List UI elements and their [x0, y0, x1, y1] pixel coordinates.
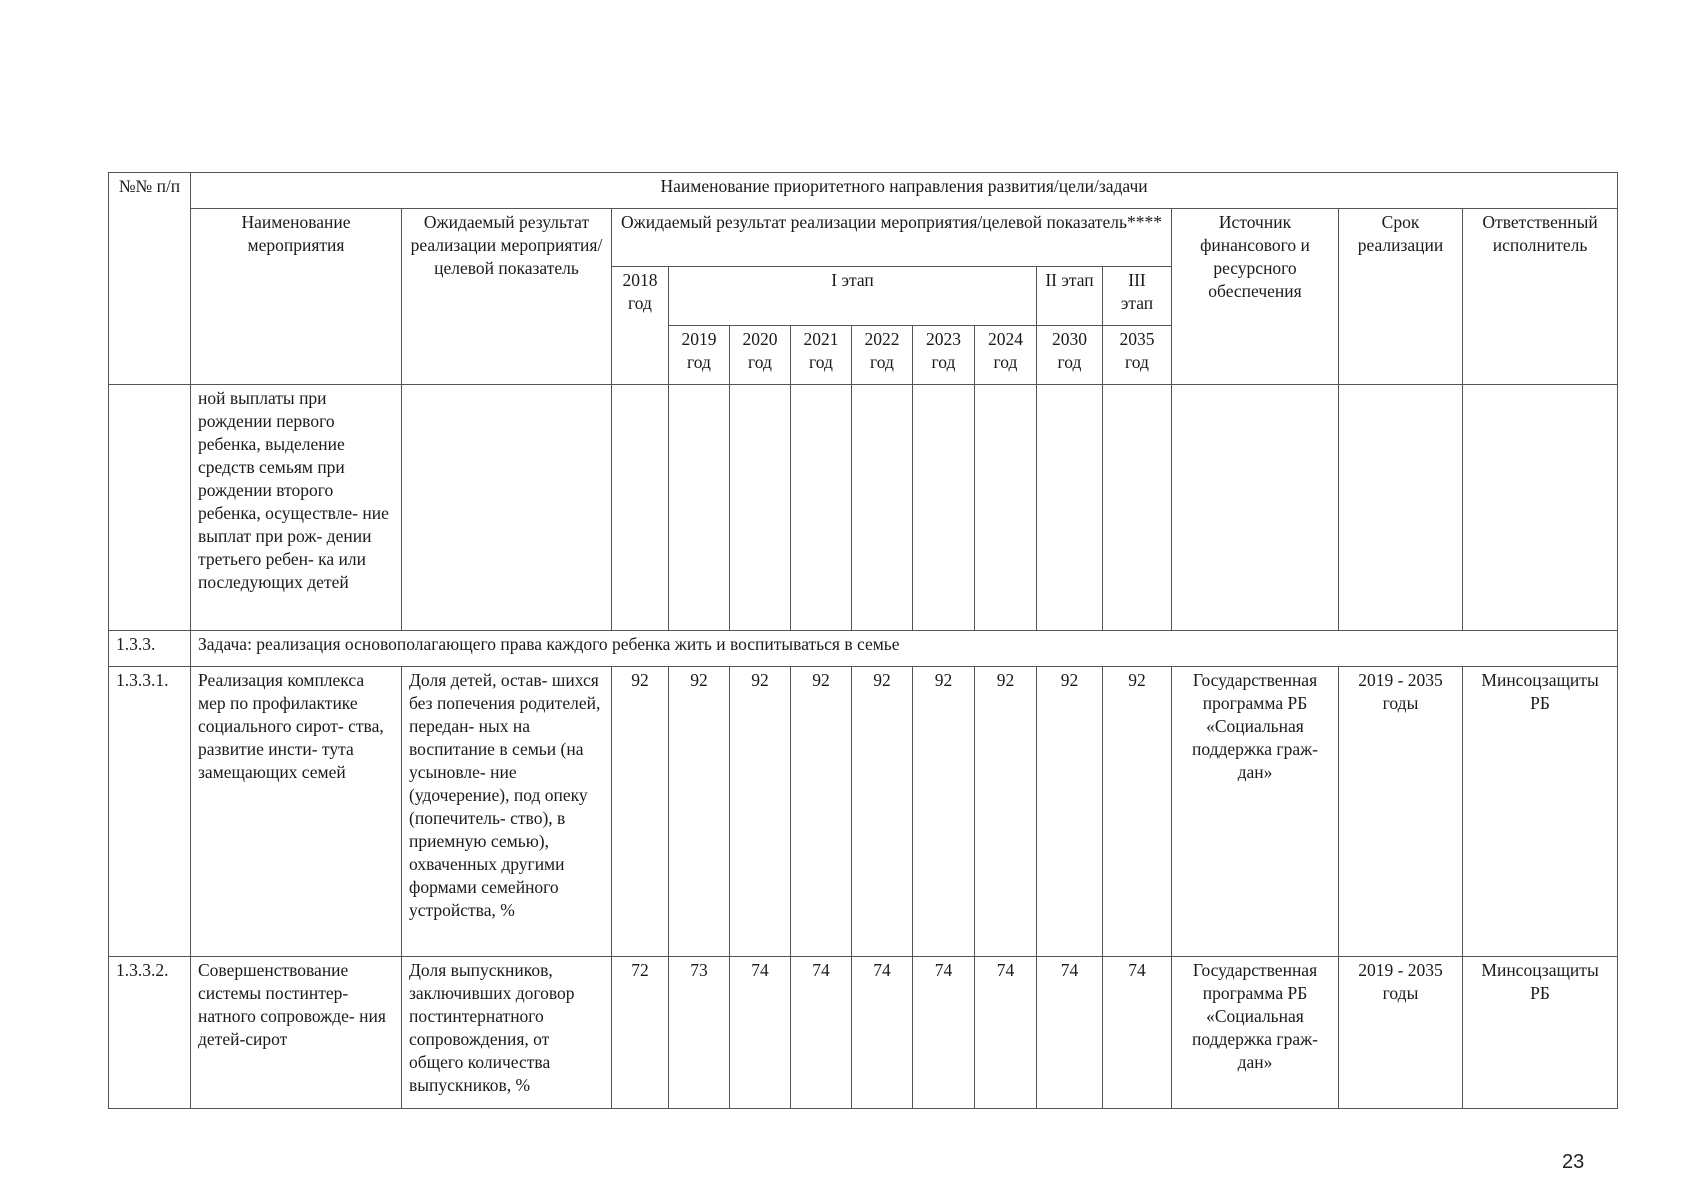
header-responsible: Ответственный исполнитель — [1463, 209, 1618, 385]
row-value — [975, 385, 1037, 631]
table-row — [109, 385, 1618, 631]
row-value: 92 — [913, 667, 975, 957]
row-term: 2019 - 2035 годы — [1339, 957, 1463, 1109]
row-measure: ной выплаты при рождении первого ребенка, выделение средств семьям при рождении второго ребенка, осуществле- ние выплат при рож- дении третьего ребен- ка или последующих детей — [191, 385, 402, 631]
row-value — [1103, 385, 1172, 631]
row-value — [1037, 385, 1103, 631]
header-expected-result-values: Ожидаемый результат реализации мероприятия/целевой показатель**** — [612, 209, 1172, 267]
row-value: 92 — [730, 667, 791, 957]
activities-table — [108, 172, 1618, 1109]
row-value: 92 — [1103, 667, 1172, 957]
header-num: №№ п/п — [109, 173, 191, 385]
task-row — [109, 631, 1618, 667]
row-value: 73 — [669, 957, 730, 1109]
header-measure-name: Наименование мероприятия — [191, 209, 402, 385]
table-row — [109, 667, 1618, 957]
row-value: 92 — [852, 667, 913, 957]
row-value: 92 — [612, 667, 669, 957]
header-stage-1: I этап — [669, 267, 1037, 326]
row-value — [730, 385, 791, 631]
row-value: 92 — [791, 667, 852, 957]
row-value — [791, 385, 852, 631]
header-row-1 — [109, 173, 1618, 209]
task-num: 1.3.3. — [109, 631, 191, 667]
header-year-2023: 2023 год — [913, 326, 975, 385]
row-indicator — [402, 385, 612, 631]
row-value — [669, 385, 730, 631]
row-value: 92 — [669, 667, 730, 957]
row-value: 92 — [975, 667, 1037, 957]
row-num: 1.3.3.1. — [109, 667, 191, 957]
row-value: 74 — [1103, 957, 1172, 1109]
table-row — [109, 957, 1618, 1109]
header-year-2030: 2030 год — [1037, 326, 1103, 385]
row-value: 74 — [791, 957, 852, 1109]
row-indicator: Доля выпускников, заключивших договор постинтернатного сопровождения, от общего количества выпускников, % — [402, 957, 612, 1109]
row-indicator: Доля детей, остав- шихся без попечения родителей, передан- ных на воспитание в семьи (на усыновле- ние (удочерение), под опеку (попечитель- ство), в приемную семью), охваченных другими формами семейного устройства, % — [402, 667, 612, 957]
row-responsible: Минсоцзащиты РБ — [1463, 957, 1618, 1109]
task-text: Задача: реализация основополагающего права каждого ребенка жить и воспитываться в семье — [191, 631, 1618, 667]
row-term — [1339, 385, 1463, 631]
row-value: 72 — [612, 957, 669, 1109]
row-value — [913, 385, 975, 631]
row-value — [612, 385, 669, 631]
row-term: 2019 - 2035 годы — [1339, 667, 1463, 957]
header-year-2020: 2020 год — [730, 326, 791, 385]
row-value: 74 — [1037, 957, 1103, 1109]
header-year-2022: 2022 год — [852, 326, 913, 385]
row-measure: Реализация комплекса мер по профилактике социального сирот- ства, развитие инсти- тута замещающих семей — [191, 667, 402, 957]
header-expected-result: Ожидаемый результат реализации мероприятия/целевой показатель — [402, 209, 612, 385]
header-year-2019: 2019 год — [669, 326, 730, 385]
row-value: 74 — [975, 957, 1037, 1109]
row-value — [852, 385, 913, 631]
row-source: Государственная программа РБ «Социальная поддержка граж- дан» — [1172, 667, 1339, 957]
row-value: 74 — [913, 957, 975, 1109]
row-value: 92 — [1037, 667, 1103, 957]
row-responsible — [1463, 385, 1618, 631]
header-year-2018: 2018 год — [612, 267, 669, 385]
row-measure: Совершенствование системы постинтер- натного сопровожде- ния детей-сирот — [191, 957, 402, 1109]
row-num — [109, 385, 191, 631]
header-year-2035: 2035 год — [1103, 326, 1172, 385]
row-value: 74 — [852, 957, 913, 1109]
header-term: Срок реализации — [1339, 209, 1463, 385]
row-source: Государственная программа РБ «Социальная поддержка граж- дан» — [1172, 957, 1339, 1109]
row-value: 74 — [730, 957, 791, 1109]
row-num: 1.3.3.2. — [109, 957, 191, 1109]
page-number: 23 — [1562, 1151, 1585, 1173]
header-stage-3: III этап — [1103, 267, 1172, 326]
header-stage-2: II этап — [1037, 267, 1103, 326]
header-row-2 — [109, 209, 1618, 267]
header-year-2024: 2024 год — [975, 326, 1037, 385]
header-year-2021: 2021 год — [791, 326, 852, 385]
row-responsible: Минсоцзащиты РБ — [1463, 667, 1618, 957]
row-source — [1172, 385, 1339, 631]
header-source: Источник финансового и ресурсного обеспечения — [1172, 209, 1339, 385]
header-priority-title: Наименование приоритетного направления развития/цели/задачи — [191, 173, 1618, 209]
